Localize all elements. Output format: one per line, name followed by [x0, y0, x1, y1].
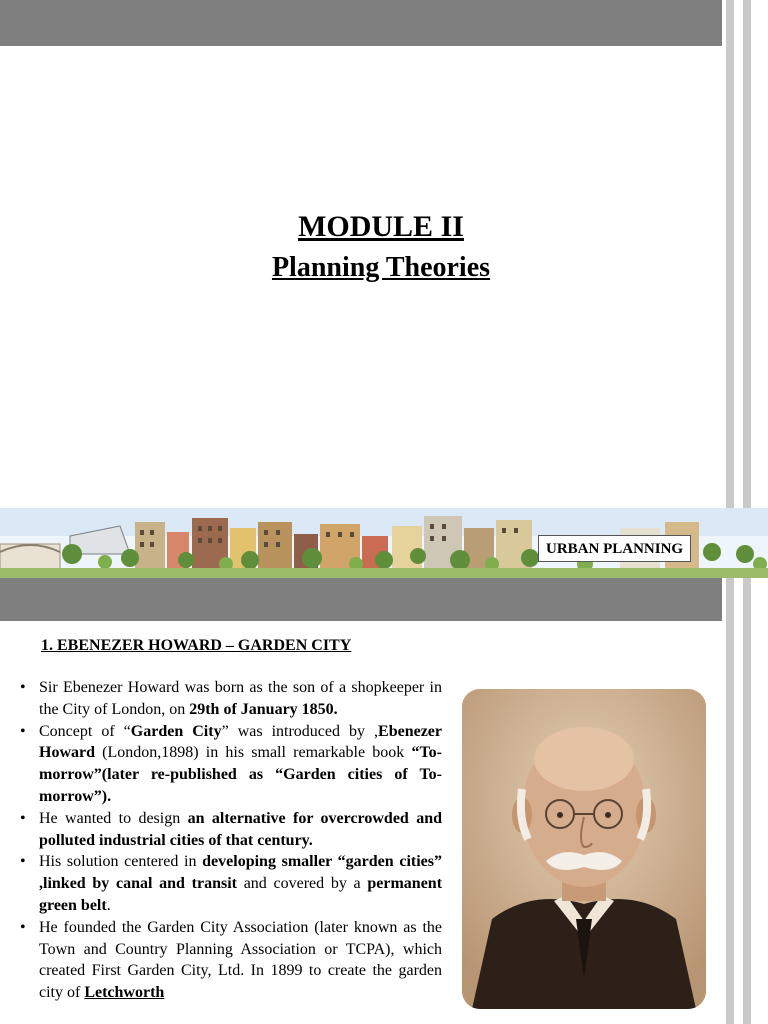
middle-gray-bar: [0, 578, 722, 621]
bullet-text: permanent green belt: [39, 875, 443, 914]
bullet-list: [20, 677, 442, 1004]
bullet-text: “To-morrow”(later re-published as “Garden cities of To-morrow”).: [39, 744, 442, 805]
bullet-text: He wanted to design: [39, 809, 188, 827]
bullet-text: Ebenezer Howard: [39, 722, 443, 762]
bullet-item: [20, 677, 442, 721]
module-title: MODULE II: [298, 210, 464, 243]
module-subtitle: Planning Theories: [271, 252, 491, 283]
bullet-text: and covered by a: [236, 875, 368, 893]
bullet-text: an alternative for overcrowded and polluted industrial cities of that century.: [39, 809, 442, 849]
top-gray-bar: [0, 0, 722, 46]
bullet-text: Sir Ebenezer Howard was born as the son of a shopkeeper in the City of London, on: [39, 679, 442, 718]
bullet-text: Concept of “: [39, 722, 131, 740]
bullet-text: Garden City: [130, 722, 222, 740]
bullet-item: [20, 851, 442, 916]
bullet-text: Letchworth: [84, 984, 165, 1002]
urban-planning-tag: URBAN PLANNING: [538, 535, 691, 562]
bullet-text: (London,1898) in his small remarkable book: [95, 744, 412, 762]
bullet-item: [20, 917, 442, 1004]
portrait-image: [462, 689, 706, 1009]
bullet-text: His solution centered in: [39, 853, 203, 871]
bullet-text: 29th of January 1850.: [189, 700, 338, 718]
bullet-text: developing smaller “garden cities” ,linked by canal and transit: [39, 853, 443, 893]
section-heading: 1. EBENEZER HOWARD – GARDEN CITY: [41, 637, 352, 654]
bullet-text: ” was introduced by ,: [221, 722, 379, 740]
bullet-item: [20, 721, 442, 808]
bullet-item: [20, 808, 442, 852]
bullet-text: .: [106, 896, 111, 914]
bullet-text: He founded the Garden City Association (later known as the Town and Country Planning Association or TCPA), which created First Garden City, Ltd. In 1899 to create the garden city of: [39, 918, 442, 1002]
